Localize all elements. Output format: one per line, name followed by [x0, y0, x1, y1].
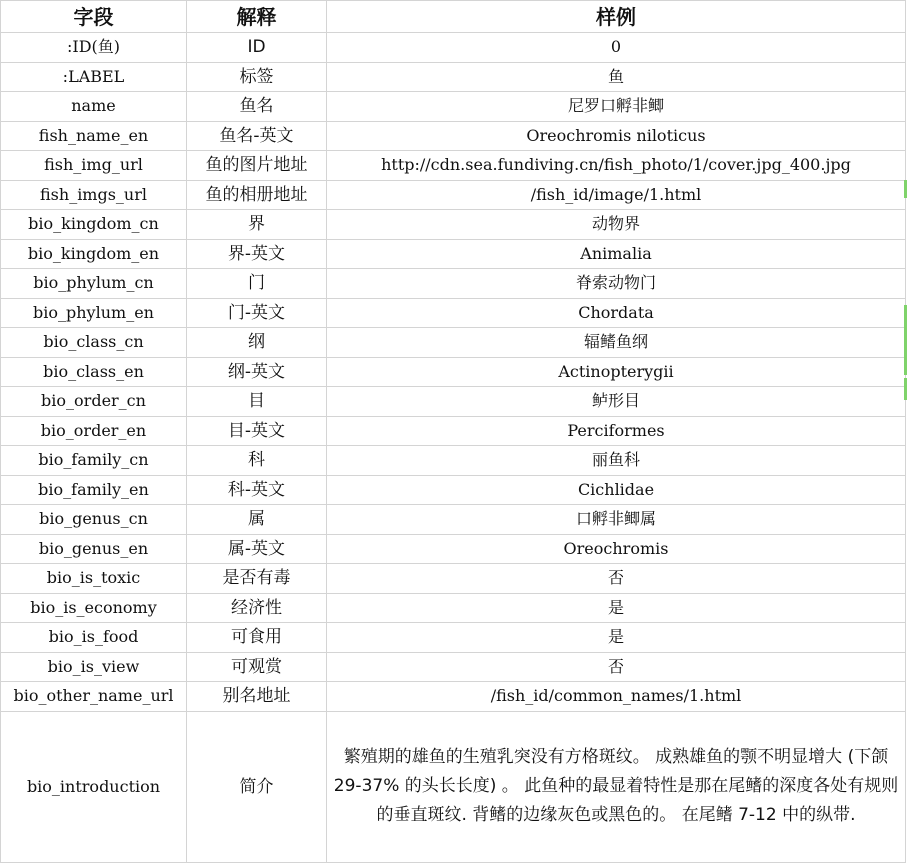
table-row: [1, 387, 906, 417]
table-row: [1, 151, 906, 181]
cell-description: 鱼的图片地址: [187, 151, 327, 181]
cell-example: http://cdn.sea.fundiving.cn/fish_photo/1/cover.jpg_400.jpg: [327, 151, 906, 181]
cell-field: bio_other_name_url: [1, 682, 187, 712]
cell-field: fish_name_en: [1, 121, 187, 151]
cell-field: bio_is_food: [1, 623, 187, 653]
table-body: [1, 33, 906, 863]
cell-description: 门-英文: [187, 298, 327, 328]
cell-description: 经济性: [187, 593, 327, 623]
header-field: 字段: [1, 1, 187, 33]
table-row: [1, 505, 906, 535]
cell-example: 是: [327, 593, 906, 623]
cell-field: :ID(鱼): [1, 33, 187, 63]
cell-description: 属-英文: [187, 534, 327, 564]
table-row-intro: [1, 711, 906, 862]
cell-example: 0: [327, 33, 906, 63]
cell-description: 鱼名: [187, 92, 327, 122]
cell-description: 科: [187, 446, 327, 476]
table-row: [1, 623, 906, 653]
cell-description: 是否有毒: [187, 564, 327, 594]
cell-description: 纲: [187, 328, 327, 358]
cell-example: /fish_id/common_names/1.html: [327, 682, 906, 712]
cell-description: 可观赏: [187, 652, 327, 682]
table-row: [1, 682, 906, 712]
cell-example: 动物界: [327, 210, 906, 240]
cell-description: ID: [187, 33, 327, 63]
cell-field: bio_family_cn: [1, 446, 187, 476]
table-row: [1, 328, 906, 358]
cell-field: bio_genus_cn: [1, 505, 187, 535]
cell-description: 标签: [187, 62, 327, 92]
cell-description: 纲-英文: [187, 357, 327, 387]
table-row: [1, 269, 906, 299]
cell-field: bio_phylum_en: [1, 298, 187, 328]
cell-field: bio_is_economy: [1, 593, 187, 623]
cell-description: 界: [187, 210, 327, 240]
cell-example: Oreochromis: [327, 534, 906, 564]
table-row: [1, 357, 906, 387]
header-description: 解释: [187, 1, 327, 33]
table-row: [1, 92, 906, 122]
cell-description: 属: [187, 505, 327, 535]
cell-description: 鱼的相册地址: [187, 180, 327, 210]
cell-example: Actinopterygii: [327, 357, 906, 387]
cell-field: :LABEL: [1, 62, 187, 92]
cell-field: bio_class_cn: [1, 328, 187, 358]
cell-example: 脊索动物门: [327, 269, 906, 299]
table-row: [1, 593, 906, 623]
cell-field: bio_kingdom_cn: [1, 210, 187, 240]
cell-field: bio_phylum_cn: [1, 269, 187, 299]
cell-example: Cichlidae: [327, 475, 906, 505]
cell-field: bio_is_view: [1, 652, 187, 682]
cell-field: fish_imgs_url: [1, 180, 187, 210]
cell-description: 科-英文: [187, 475, 327, 505]
cell-field: fish_img_url: [1, 151, 187, 181]
cell-description: 简介: [187, 711, 327, 862]
cell-description: 鱼名-英文: [187, 121, 327, 151]
table-row: [1, 33, 906, 63]
cell-example: 鲈形目: [327, 387, 906, 417]
cell-example: /fish_id/image/1.html: [327, 180, 906, 210]
cell-description: 目-英文: [187, 416, 327, 446]
cell-description: 门: [187, 269, 327, 299]
table-row: [1, 534, 906, 564]
header-row: [1, 1, 906, 33]
cell-example: Oreochromis niloticus: [327, 121, 906, 151]
cell-description: 目: [187, 387, 327, 417]
cell-field: bio_introduction: [1, 711, 187, 862]
cell-field: bio_order_en: [1, 416, 187, 446]
cell-description: 别名地址: [187, 682, 327, 712]
cell-example: Chordata: [327, 298, 906, 328]
cell-field: name: [1, 92, 187, 122]
cell-example: 是: [327, 623, 906, 653]
cell-example: 否: [327, 564, 906, 594]
table-row: [1, 446, 906, 476]
table-row: [1, 652, 906, 682]
table-row: [1, 210, 906, 240]
table-row: [1, 62, 906, 92]
cell-field: bio_genus_en: [1, 534, 187, 564]
table-row: [1, 239, 906, 269]
cell-field: bio_family_en: [1, 475, 187, 505]
cell-example: 丽鱼科: [327, 446, 906, 476]
cell-field: bio_order_cn: [1, 387, 187, 417]
table-row: [1, 298, 906, 328]
table-row: [1, 416, 906, 446]
cell-example: 鱼: [327, 62, 906, 92]
cell-example: Perciformes: [327, 416, 906, 446]
cell-example: 繁殖期的雄鱼的生殖乳突没有方格斑纹。 成熟雄鱼的颚不明显增大 (下颌 29-37% 的头长长度) 。 此鱼种的最显着特性是那在尾鳍的深度各处有规则的垂直斑纹. 背鳍的边缘灰色或黑色的。 在尾鳍 7-12 中的纵带.: [327, 711, 906, 862]
table-row: [1, 564, 906, 594]
cell-description: 界-英文: [187, 239, 327, 269]
cell-example: 口孵非鲫属: [327, 505, 906, 535]
cell-example: 否: [327, 652, 906, 682]
table-row: [1, 180, 906, 210]
table-row: [1, 121, 906, 151]
cell-example: Animalia: [327, 239, 906, 269]
header-example: 样例: [327, 1, 906, 33]
cell-field: bio_is_toxic: [1, 564, 187, 594]
cell-field: bio_class_en: [1, 357, 187, 387]
cell-field: bio_kingdom_en: [1, 239, 187, 269]
table-row: [1, 475, 906, 505]
cell-example: 尼罗口孵非鲫: [327, 92, 906, 122]
cell-example: 辐鳍鱼纲: [327, 328, 906, 358]
cell-description: 可食用: [187, 623, 327, 653]
